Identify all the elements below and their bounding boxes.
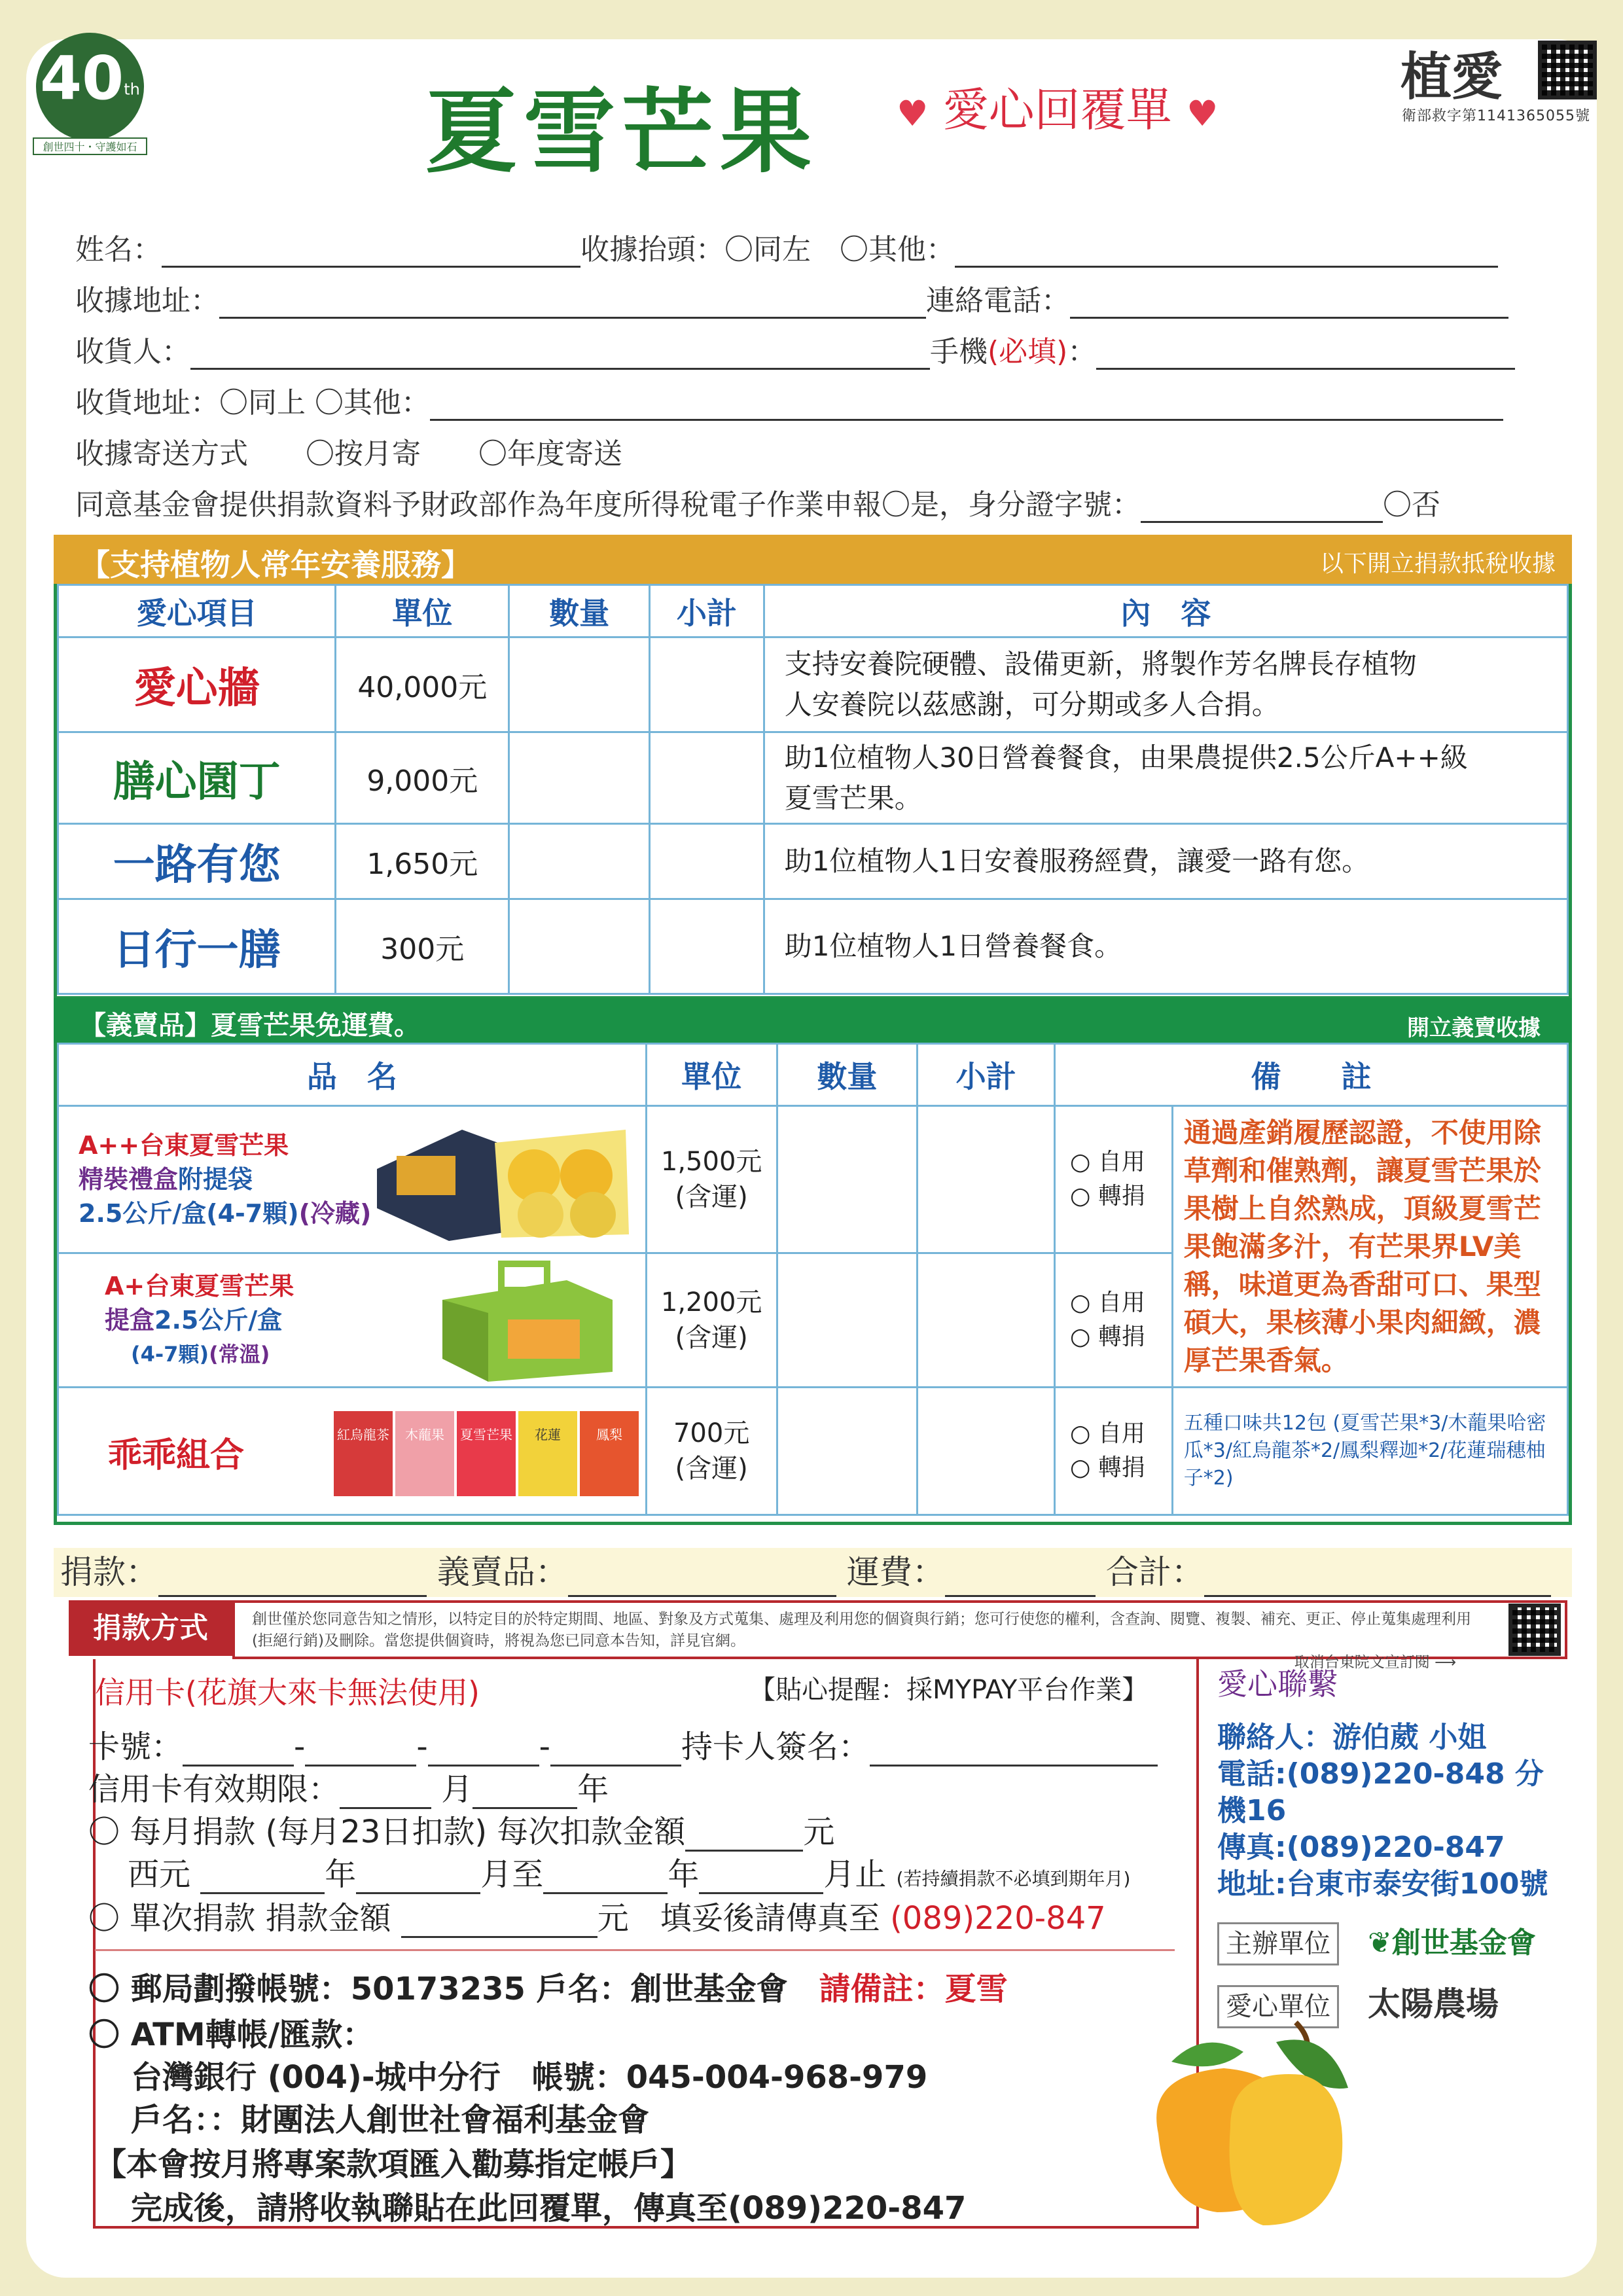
- self-use-option[interactable]: ○ 自用: [1070, 1289, 1145, 1316]
- section2-header: [54, 998, 1572, 1043]
- period-field[interactable]: [200, 1869, 325, 1894]
- donation-total-label: 捐款：: [60, 1553, 158, 1591]
- postal-note: 請備註：夏雪: [819, 1971, 1008, 2007]
- section2-right: 開立義賣收據: [1407, 1015, 1541, 1041]
- p3-name: 乖乖組合: [108, 1436, 245, 1475]
- subtotal-cell[interactable]: [649, 899, 764, 994]
- card-title: 信用卡(花旗大來卡無法使用): [95, 1675, 480, 1710]
- required-mark: (必填): [988, 335, 1068, 368]
- col-header: 小計: [649, 585, 764, 637]
- mango-illustration: [1132, 2016, 1355, 2232]
- expiry-row: [88, 1764, 609, 1809]
- partner-label: 愛心單位: [1217, 1985, 1339, 2028]
- organizer-label: 主辦單位: [1217, 1922, 1339, 1965]
- single-donation-option[interactable]: 〇 單次捐款 捐款金額: [88, 1900, 391, 1937]
- brand-logo: 植愛: [1400, 48, 1503, 107]
- contact-tel: 電話:(089)220-848 分機16: [1217, 1757, 1544, 1827]
- qty-cell[interactable]: [777, 1388, 918, 1515]
- grand-total-label: 合計：: [1105, 1553, 1204, 1591]
- p1-line2b: 附提袋: [178, 1165, 253, 1194]
- p2-line3b: (常溫): [209, 1342, 270, 1367]
- consignee-field[interactable]: [190, 345, 930, 370]
- colon: ：: [1067, 335, 1097, 368]
- item-price: 9,000元: [336, 732, 509, 824]
- period-field[interactable]: [543, 1869, 668, 1894]
- qty-cell[interactable]: [509, 637, 650, 732]
- name-label: 姓名：: [75, 233, 162, 266]
- page-title: 夏雪芒果: [425, 79, 819, 186]
- desc-line: 夏雪芒果。: [784, 781, 922, 814]
- expiry-label: 信用卡有效期限：: [88, 1771, 340, 1808]
- cert-number: 衛部救字第1141365055號: [1402, 108, 1590, 124]
- p1-ship: (含運): [675, 1182, 748, 1212]
- p3-ship: (含運): [675, 1454, 748, 1484]
- card-no-label: 卡號：: [88, 1729, 183, 1765]
- p2-price: 1,200元: [660, 1287, 762, 1318]
- other-option[interactable]: 〇其他：: [840, 233, 955, 266]
- single-amount-field[interactable]: [401, 1913, 597, 1938]
- gift-box-image: [370, 1117, 632, 1244]
- col-header: 品 名: [58, 1044, 647, 1106]
- subtotal-cell[interactable]: [649, 637, 764, 732]
- p1-line3a: 2.5公斤/盒(4-7顆): [79, 1199, 299, 1228]
- bank-text: 台灣銀行 (004)-城中分行 帳號：045-004-968-979: [131, 2059, 928, 2096]
- p2-price-cell: [646, 1253, 777, 1388]
- period-label: 年: [668, 1856, 700, 1893]
- section1-title: 【支持植物人常年安養服務】: [80, 547, 471, 583]
- subtotal-cell[interactable]: [918, 1106, 1055, 1253]
- divider: [95, 1949, 1175, 1951]
- heart-icon: ♥: [1186, 93, 1219, 134]
- snack-pack: 夏雪芒果: [457, 1411, 516, 1496]
- card-field[interactable]: [550, 1742, 681, 1767]
- arrow-right-icon: ⟶: [1435, 1654, 1456, 1671]
- subtitle-text: 愛心回覆單: [942, 83, 1172, 137]
- col-header: 內 容: [764, 585, 1567, 637]
- card-number-row: 卡號： - - - 持卡人簽名：: [88, 1721, 1158, 1767]
- p1-line2a: 精裝禮盒: [79, 1165, 179, 1194]
- grand-total-field[interactable]: [1204, 1564, 1551, 1597]
- card-sign-label: 持卡人簽名：: [681, 1729, 870, 1765]
- contact-addr: 地址:台東市泰安街100號: [1217, 1867, 1548, 1901]
- partner-name: 太陽農場: [1368, 1985, 1499, 2023]
- card-tip: 【貼心提醒：採MYPAY平台作業】: [749, 1675, 1149, 1705]
- no-option[interactable]: 〇否: [1383, 488, 1440, 522]
- account-text: 戶名：：財團法人創世社會福利基金會: [131, 2102, 650, 2138]
- monthly-donation-option[interactable]: 〇 每月捐款 (每月23日扣款) 每次扣款金額: [88, 1814, 686, 1850]
- logo-sup: th: [124, 80, 140, 99]
- p3-price: 700元: [673, 1418, 750, 1448]
- card-field[interactable]: [428, 1742, 539, 1767]
- table-row: [58, 824, 1568, 899]
- heart-icon: ♥: [897, 93, 929, 134]
- p2-line2b: 2.5公斤/盒: [154, 1306, 283, 1335]
- mango-note: 通過產銷履歷認證，不使用除草劑和催熟劑，讓夏雪芒果於果樹上自然熟成，頂級夏雪芒果飽滿多汁，有芒果界LV美稱，味道更為香甜可口、果型碩大，果核薄小果肉細緻，濃厚芒果香氣。: [1172, 1106, 1567, 1388]
- transfer-option[interactable]: ○ 轉捐: [1070, 1323, 1145, 1350]
- table-row: [58, 1388, 1568, 1515]
- qty-cell[interactable]: [509, 899, 650, 994]
- snack-pack: 紅烏龍茶: [334, 1411, 393, 1496]
- yearly-option[interactable]: 〇年度寄送: [478, 437, 622, 471]
- leaf-icon: ❦: [1368, 1926, 1392, 1960]
- snack-packs-image: [334, 1411, 639, 1496]
- item-name: 膳心園丁: [58, 732, 336, 824]
- snack-pack: 木蘢果: [395, 1411, 454, 1496]
- legal-text: 創世僅於您同意告知之情形，以特定目的於特定期間、地區、對象及方式蒐集、處理及利用您的個資與行銷；您可行使您的權利，含查詢、閱覽、複製、補充、更正、停止蒐集處理利用(拒絕行銷)及刪除。當您提供個資時，將視為您已同意本告知，詳見官網。: [252, 1611, 1471, 1649]
- desc-line: 人安養院以茲感謝，可分期或多人合捐。: [784, 689, 1279, 721]
- year-label: 年: [577, 1771, 609, 1808]
- phone-label: 連絡電話：: [926, 284, 1070, 317]
- snack-pack: 鳳梨: [580, 1411, 639, 1496]
- section1-table: [57, 584, 1569, 995]
- single-row: [88, 1893, 1106, 1938]
- form-row-receipt-send: [75, 430, 622, 472]
- monthly-option[interactable]: 〇按月寄: [306, 437, 421, 471]
- phone-field[interactable]: [1070, 294, 1508, 319]
- p1-price-cell: [646, 1106, 777, 1253]
- period-label: 年: [325, 1856, 357, 1893]
- item-name: 日行一膳: [58, 899, 336, 994]
- charity-total-label: 義賣品：: [437, 1553, 568, 1591]
- form-row-consignee: [75, 328, 1515, 370]
- desc-line: 助1位植物人30日營養餐食，由果農提供2.5公斤A++級: [784, 741, 1468, 774]
- transfer-option[interactable]: ○ 轉捐: [1070, 1183, 1145, 1210]
- snack-note: 五種口味共12包 (夏雪芒果*3/木蘢果哈密瓜*3/紅烏龍茶*2/鳳梨釋迦*2/花蓮瑞穗柚子*2): [1172, 1388, 1567, 1515]
- payment-tag: 捐款方式: [69, 1600, 232, 1656]
- subtitle: [897, 73, 1218, 139]
- qty-cell[interactable]: [777, 1106, 918, 1253]
- card-field[interactable]: [305, 1742, 416, 1767]
- qty-cell[interactable]: [777, 1253, 918, 1388]
- p2-line1b: 夏雪芒果: [194, 1272, 294, 1300]
- item-desc: 助1位植物人1日安養服務經費，讓愛一路有您。: [764, 824, 1567, 899]
- item-price: 1,650元: [336, 824, 509, 899]
- ship-addr-label: 收貨地址：〇同上 〇其他：: [75, 386, 430, 420]
- qty-cell[interactable]: [509, 824, 650, 899]
- name-field[interactable]: [162, 243, 580, 268]
- period-label: 月至: [480, 1856, 544, 1893]
- monthly-amount-field[interactable]: [685, 1827, 803, 1852]
- table-row: [58, 732, 1568, 824]
- section1-right: 以下開立捐款抵稅收據: [1319, 550, 1556, 577]
- charity-total-field[interactable]: [568, 1564, 836, 1597]
- id-field[interactable]: [1141, 498, 1383, 523]
- single-tail: 元 填妥後請傳真至: [597, 1900, 880, 1937]
- subtotal-cell[interactable]: [918, 1253, 1055, 1388]
- logo-number: 40: [40, 43, 124, 113]
- form-row-consent: [75, 481, 1440, 523]
- fax-number: (089)220-847: [890, 1900, 1106, 1937]
- receipt-title-label: 收據抬頭：: [580, 233, 724, 266]
- use-options: [1055, 1388, 1173, 1515]
- mobile-label: 手機: [930, 335, 988, 368]
- organizer: [1368, 1926, 1536, 1960]
- product-cell: [58, 1253, 647, 1388]
- item-price: 40,000元: [336, 637, 509, 732]
- totals-bar: [54, 1548, 1572, 1597]
- period-row: [128, 1849, 1130, 1894]
- subtotal-cell[interactable]: [649, 824, 764, 899]
- card-field[interactable]: [183, 1742, 294, 1767]
- product-cell: [58, 1388, 647, 1515]
- subtotal-cell[interactable]: [918, 1388, 1055, 1515]
- mobile-field[interactable]: [1096, 345, 1515, 370]
- monthly-row: [88, 1806, 834, 1852]
- item-desc: [764, 732, 1567, 824]
- desc-line: 支持安養院硬體、設備更新，將製作芳名牌長存植物: [784, 648, 1417, 680]
- p1-price: 1,500元: [660, 1147, 762, 1177]
- p1-line1a: A++台東: [79, 1131, 190, 1160]
- col-header: 單位: [336, 585, 509, 637]
- use-options: [1055, 1106, 1173, 1253]
- snack-pack: 花蓮: [518, 1411, 577, 1496]
- use-options: [1055, 1253, 1173, 1388]
- section1-header: [54, 535, 1572, 584]
- qr-code-icon: [1508, 1604, 1561, 1656]
- postal-row: [88, 1964, 1008, 2009]
- col-header: 單位: [646, 1044, 777, 1106]
- p1-line3b: (冷藏): [298, 1199, 372, 1228]
- receipt-addr-field[interactable]: [219, 294, 926, 319]
- p2-line1a: A+台東: [105, 1272, 195, 1300]
- done-text: 完成後，請將收執聯貼在此回覆單，傳真至(089)220-847: [131, 2190, 967, 2227]
- p2-line2a: 提盒: [105, 1306, 155, 1335]
- period-note: (若持續捐款不必填到期年月): [896, 1868, 1131, 1890]
- donation-total-field[interactable]: [158, 1564, 427, 1597]
- table-row: [58, 899, 1568, 994]
- month-label: 月: [441, 1771, 473, 1808]
- organizer-name: 創世基金會: [1391, 1926, 1536, 1960]
- col-header: 數量: [509, 585, 650, 637]
- col-header: 備 註: [1055, 1044, 1568, 1106]
- item-name: 一路有您: [58, 824, 336, 899]
- product-cell: [58, 1106, 647, 1253]
- col-header: 數量: [777, 1044, 918, 1106]
- notice-text: 【本會按月將專案款項匯入勸募指定帳戶】: [95, 2146, 692, 2183]
- contact-fax: 傳真:(089)220-847: [1217, 1831, 1505, 1864]
- receipt-send-label: 收據寄送方式: [75, 437, 248, 471]
- expiry-month-field[interactable]: [340, 1784, 431, 1809]
- period-field[interactable]: [699, 1869, 823, 1894]
- expiry-year-field[interactable]: [473, 1784, 577, 1809]
- shipping-field[interactable]: [945, 1564, 1096, 1597]
- same-option[interactable]: 〇同左: [724, 233, 811, 266]
- table-row: [58, 637, 1568, 732]
- period-label: 月止: [823, 1856, 887, 1893]
- form-row-ship: [75, 379, 1503, 421]
- form-row-name: [75, 226, 1498, 268]
- item-desc: [764, 637, 1567, 732]
- contact-person: 聯絡人：游伯葳 小姐: [1217, 1721, 1487, 1754]
- section2-title: 【義賣品】夏雪芒果免運費。: [80, 1011, 420, 1041]
- unsubscribe-link[interactable]: 取消台東院文宣訂閱: [1294, 1654, 1430, 1671]
- p2-ship: (含運): [675, 1323, 748, 1353]
- contact-title: 愛心聯繫: [1217, 1666, 1338, 1702]
- section2-table: [57, 1043, 1569, 1516]
- consent-label: 同意基金會提供捐款資料予財政部作為年度所得稅電子作業申報〇是，身分證字號：: [75, 488, 1141, 522]
- contact-panel: [1217, 1666, 1571, 2028]
- col-header: 小計: [918, 1044, 1055, 1106]
- logo-slogan: 創世四十・守護如石: [33, 137, 147, 155]
- table-row: [58, 1106, 1568, 1253]
- receipt-addr-label: 收據地址：: [75, 284, 219, 317]
- period-label: 西元: [128, 1856, 191, 1893]
- period-field[interactable]: [356, 1869, 480, 1894]
- self-use-option[interactable]: ○ 自用: [1070, 1149, 1145, 1175]
- transfer-option[interactable]: ○ 轉捐: [1070, 1454, 1145, 1481]
- shipping-label: 運費：: [846, 1553, 945, 1591]
- postal-text: 〇 郵局劃撥帳號：50173235 戶名：創世基金會: [88, 1971, 788, 2007]
- consignee-label: 收貨人：: [75, 335, 190, 368]
- col-header: 愛心項目: [58, 585, 336, 637]
- receipt-title-field[interactable]: [955, 243, 1498, 268]
- atm-text: 〇 ATM轉帳/匯款：: [88, 2017, 374, 2053]
- self-use-option[interactable]: ○ 自用: [1070, 1420, 1145, 1447]
- yuan-label: 元: [803, 1814, 835, 1850]
- anniversary-logo: [36, 33, 144, 153]
- qty-cell[interactable]: [509, 732, 650, 824]
- ship-addr-field[interactable]: [430, 396, 1503, 421]
- qr-code-icon: [1538, 41, 1597, 99]
- item-name: 愛心牆: [58, 637, 336, 732]
- form-row-address: [75, 277, 1508, 319]
- item-price: 300元: [336, 899, 509, 994]
- item-desc: 助1位植物人1日營養餐食。: [764, 899, 1567, 994]
- carry-box-image: [423, 1261, 619, 1382]
- p2-line3a: (4-7顆): [131, 1342, 209, 1367]
- card-sign-field[interactable]: [870, 1742, 1158, 1767]
- p3-price-cell: [646, 1388, 777, 1515]
- p1-line1b: 夏雪芒果: [189, 1131, 289, 1160]
- subtotal-cell[interactable]: [649, 732, 764, 824]
